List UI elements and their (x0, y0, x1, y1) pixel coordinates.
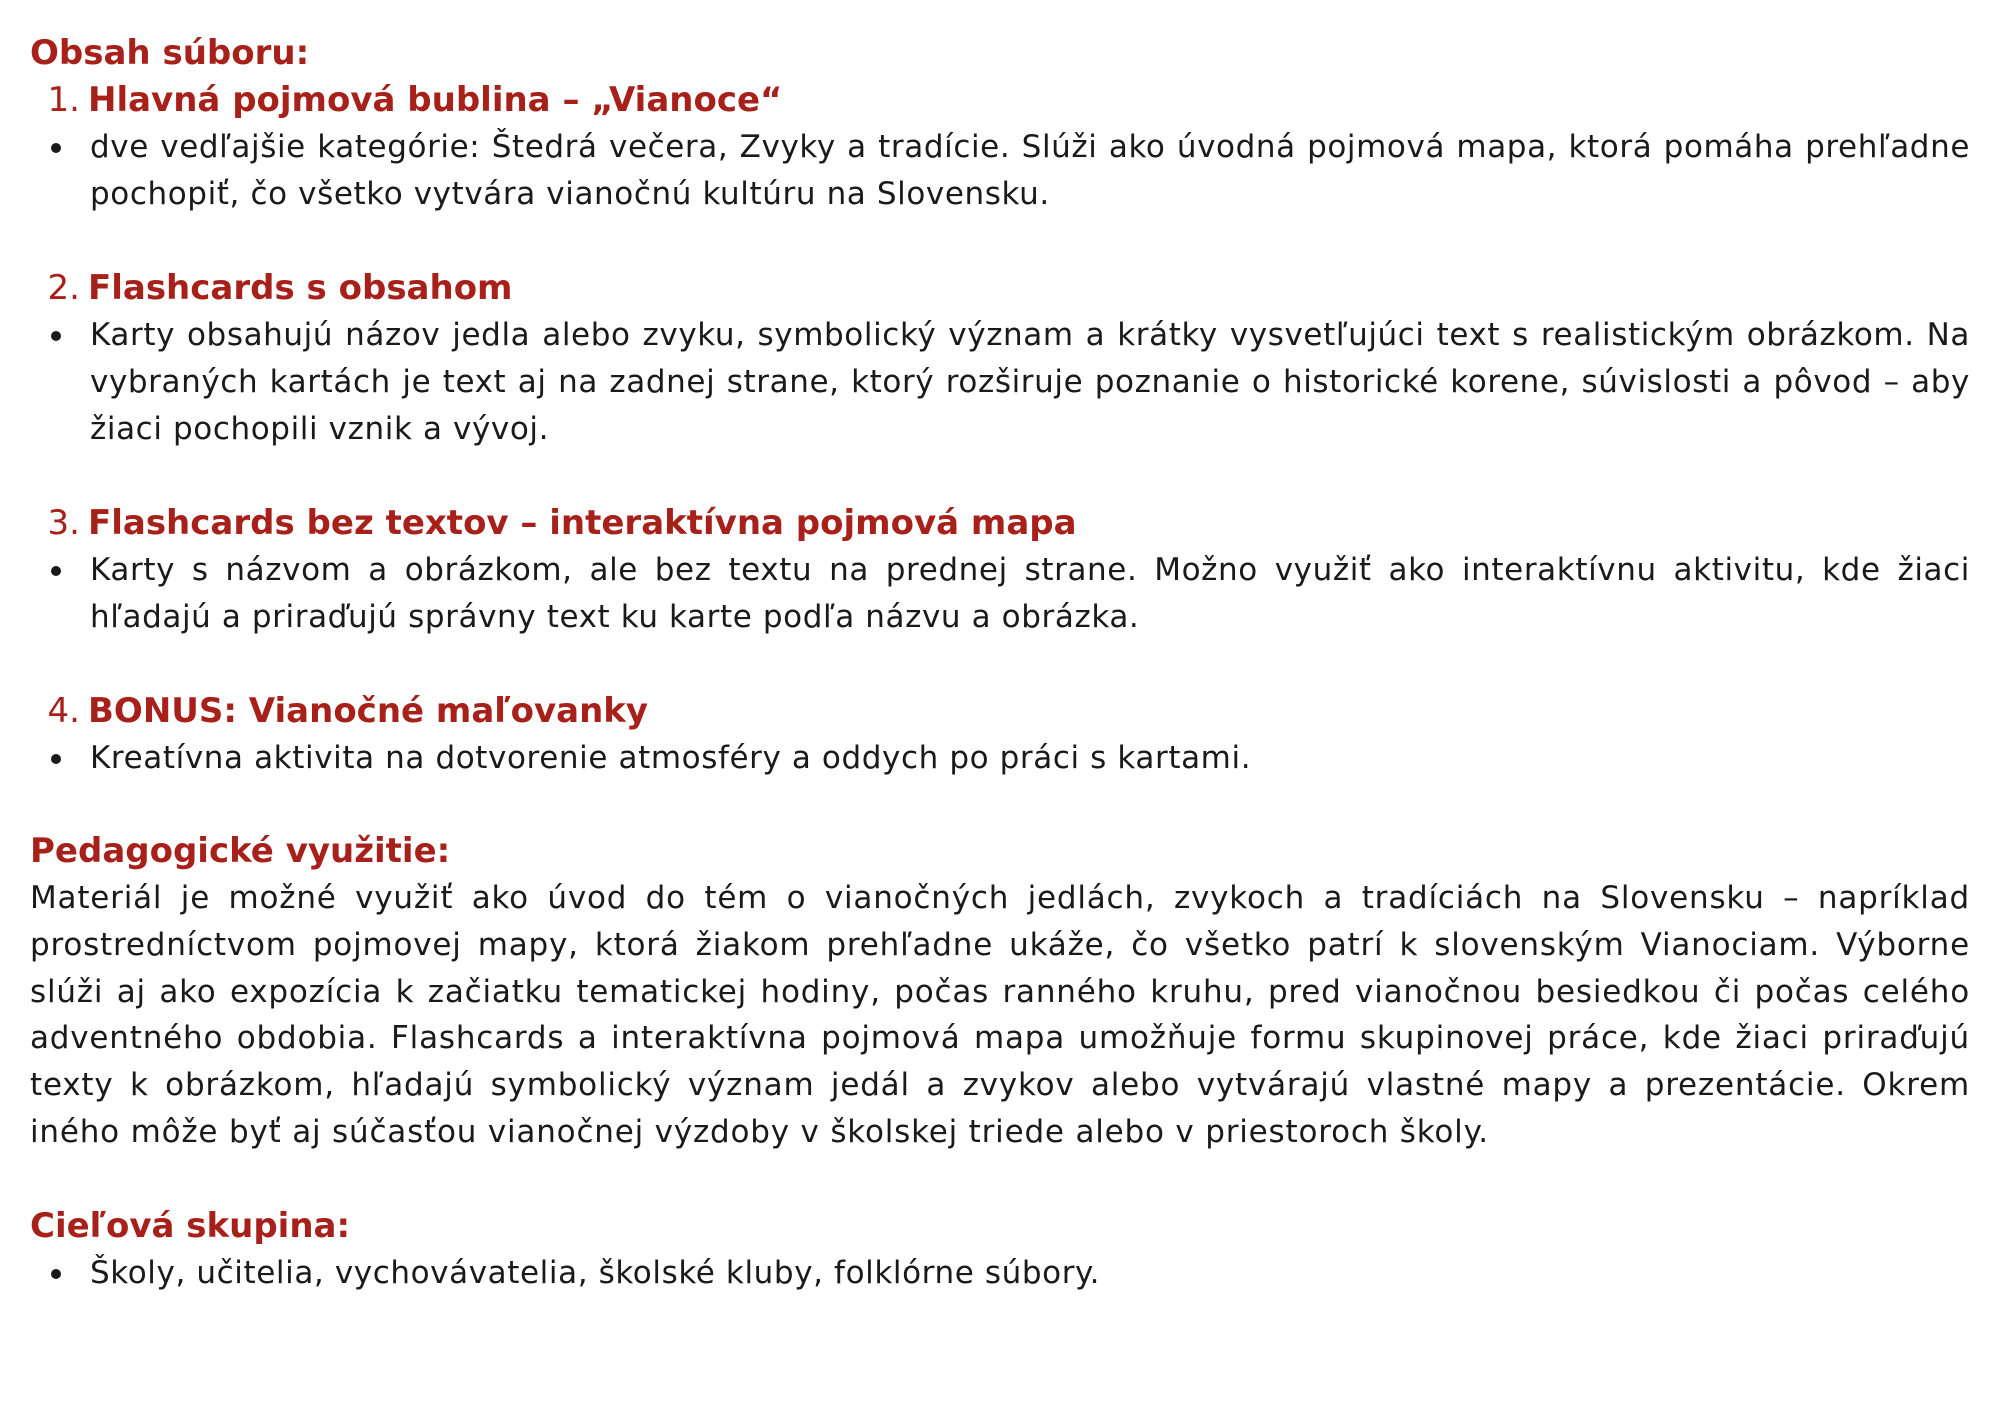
document-content (30, 30, 1970, 1297)
list-item-1-text: dve vedľajšie kategórie: Štedrá večera, Zvyky a tradície. Slúži ako úvodná pojmová mapa, ktorá pomáha prehľadne pochopiť, čo všetko vytvára vianočnú kultúru na Slovensku. (90, 129, 1970, 212)
spacer (30, 641, 1970, 688)
bullet-dot-icon (51, 566, 61, 576)
bullet-dot-icon (51, 143, 61, 153)
spacer (30, 453, 1970, 500)
spacer (30, 782, 1970, 828)
target-group-text: Školy, učitelia, vychovávatelia, školské kluby, folklórne súbory. (90, 1254, 1101, 1291)
list-item-4-header (30, 688, 1970, 735)
content-heading: Obsah súboru: (30, 33, 310, 73)
spacer (30, 1156, 1970, 1203)
list-item-3-number: 3. (47, 503, 80, 543)
list-item-2-text: Karty obsahujú názov jedla alebo zvyku, symbolický význam a krátky vysvetľujúci text s realistickým obrázkom. Na vybraných kartách je text aj na zadnej strane, ktorý rozširuje poznanie o historické korene, súvislosti a pôvod – aby žiaci pochopili vznik a vývoj. (90, 317, 1970, 447)
list-item-2-bullet (30, 312, 1970, 453)
list-item-4-bullet (30, 735, 1970, 782)
pedagogy-heading: Pedagogické využitie: (30, 831, 451, 871)
list-item-3-bullet (30, 547, 1970, 641)
bullet-dot-icon (51, 1269, 61, 1279)
list-item-1-title: Hlavná pojmová bublina – „Vianoce“ (88, 80, 783, 120)
list-item-3-header (30, 500, 1970, 547)
pedagogy-paragraph: Materiál je možné využiť ako úvod do tém o vianočných jedlách, zvykoch a tradíciách na Slovensku – napríklad prostredníctvom pojmovej mapy, ktorá žiakom prehľadne ukáže, čo všetko patrí k slovenským Vianociam. Výborne slúži aj ako expozícia k začiatku tematickej hodiny, počas ranného kruhu, pred vianočnou besiedkou či počas celého adventného obdobia. Flashcards a interaktívna pojmová mapa umožňuje formu skupinovej práce, kde žiaci priraďujú texty k obrázkom, hľadajú symbolický význam jedál a zvykov alebo vytvárajú vlastné mapy a prezentácie. Okrem iného môže byť aj súčasťou vianočnej výzdoby v školskej triede alebo v priestoroch školy. (30, 880, 1970, 1150)
spacer (30, 218, 1970, 265)
target-group-heading: Cieľová skupina: (30, 1205, 351, 1246)
bullet-dot-icon (51, 331, 61, 341)
list-item-4-text: Kreatívna aktivita na dotvorenie atmosféry a oddych po práci s kartami. (90, 740, 1252, 776)
list-item-2-title: Flashcards s obsahom (88, 268, 513, 308)
bullet-dot-icon (51, 754, 61, 764)
list-item-1-number: 1. (47, 80, 80, 120)
target-group-bullet (30, 1250, 1970, 1297)
list-item-1-header (30, 77, 1970, 124)
list-item-1-bullet (30, 124, 1970, 218)
list-item-4-number: 4. (47, 691, 80, 731)
list-item-4-title: BONUS: Vianočné maľovanky (88, 691, 649, 731)
list-item-2-header (30, 265, 1970, 312)
list-item-2-number: 2. (47, 268, 80, 308)
list-item-3-text: Karty s názvom a obrázkom, ale bez textu na prednej strane. Možno využiť ako interaktívnu aktivitu, kde žiaci hľadajú a priraďujú správny text ku karte podľa názvu a obrázka. (90, 552, 1970, 635)
list-item-3-title: Flashcards bez textov – interaktívna pojmová mapa (88, 503, 1077, 543)
